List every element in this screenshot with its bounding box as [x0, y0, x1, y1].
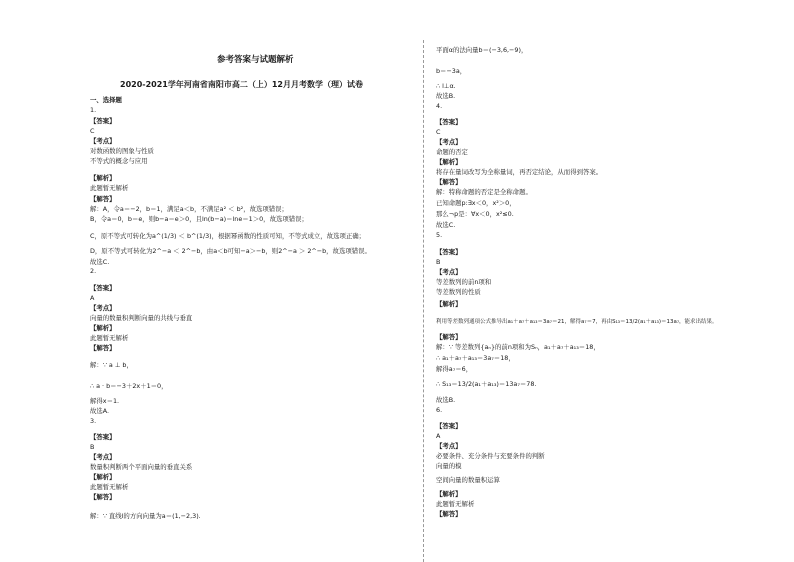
answer-tag: 【答案】 — [90, 117, 116, 125]
analysis-text: 此题暂无解析 — [90, 184, 129, 192]
knowledge-point: 空间向量的数量积运算 — [436, 476, 500, 484]
solution-line: b＝−3a， — [436, 67, 467, 75]
answer-value: A — [90, 294, 95, 302]
column-divider — [423, 40, 424, 562]
answer-value: C — [436, 128, 441, 136]
answer-value: A — [436, 432, 441, 440]
conclusion: 故选C. — [436, 221, 456, 229]
conclusion: 故选B. — [436, 92, 456, 100]
answer-tag: 【答案】 — [90, 433, 116, 441]
knowledge-tag: 【考点】 — [436, 442, 462, 450]
solution-line: 解：特称命题的否定是全称命题。 — [436, 188, 532, 196]
knowledge-point: 必要条件、充分条件与充要条件的判断 — [436, 452, 545, 460]
question-number: 2. — [90, 267, 97, 275]
answer-tag: 【答案】 — [90, 284, 116, 292]
solution-tag: 【解答】 — [90, 344, 116, 352]
solution-line: ∴ l⊥α. — [436, 82, 456, 90]
solution-line: 已知命题p:∃x＜0，x²＞0， — [436, 199, 516, 207]
conclusion: 故选A. — [90, 407, 110, 415]
solution-tag: 【解答】 — [90, 195, 116, 203]
answer-value: C — [90, 127, 95, 135]
solution-tag: 【解答】 — [436, 178, 462, 186]
analysis-tag: 【解析】 — [90, 174, 116, 182]
solution-tag: 【解答】 — [90, 493, 116, 501]
analysis-text: 利用等差数列通项公式推导出a₁＋a₇＋a₁₃＝3a₇＝21，解得a₇＝7，再由S₁₃＝13/2(a₁＋a₁₃)＝13a₇，能求出结果。 — [436, 319, 718, 325]
conclusion: 故选C. — [90, 258, 110, 266]
question-number: 4. — [436, 102, 443, 110]
question-number: 3. — [90, 417, 97, 425]
analysis-tag: 【解析】 — [90, 473, 116, 481]
answer-value: B — [90, 443, 95, 451]
analysis-text: 此题暂无解析 — [436, 500, 475, 508]
solution-line: 解：∵ 直线l的方向向量为a＝(1,−2,3). — [90, 512, 201, 520]
analysis-tag: 【解析】 — [436, 300, 462, 308]
knowledge-point: 等差数列的前n项和 — [436, 278, 492, 286]
knowledge-point: 命题的否定 — [436, 148, 468, 156]
section-heading: 一、选择题 — [90, 96, 122, 104]
question-number: 5. — [436, 231, 443, 239]
knowledge-point: 对数函数的图象与性质 — [90, 147, 154, 155]
document-subtitle: 2020-2021学年河南省南阳市高二（上）12月月考数学（理）试卷 — [120, 80, 363, 89]
analysis-text: 此题暂无解析 — [90, 483, 129, 491]
solution-line: 解：∵ 等差数列{aₙ}的前n项和为Sₙ，a₁＋a₇＋a₁₃＝18， — [436, 343, 600, 351]
solution-line: 解：A，令a＝−2，b＝1，满足a＜b，不满足a² ＜ b²，故选项错误； — [90, 205, 288, 213]
conclusion: 故选B. — [436, 396, 456, 404]
answer-tag: 【答案】 — [436, 422, 462, 430]
solution-line: D，原不等式可转化为2^−a ＜ 2^−b，由a＜b可知−a＞−b，则2^−a ＞ 2^−b，故选项错误。 — [90, 247, 371, 255]
solution-line: 平面α的法向量b＝(−3,6,−9)， — [436, 46, 528, 54]
answer-tag: 【答案】 — [436, 248, 462, 256]
answer-tag: 【答案】 — [436, 118, 462, 126]
solution-line: B，令a＝0，b＝e，则b−a＝e＞0，且ln(b−a)＝lne＝1＞0，故选项错误； — [90, 215, 308, 223]
knowledge-tag: 【考点】 — [90, 304, 116, 312]
question-number: 6. — [436, 406, 443, 414]
solution-line: ∴ a₁＋a₇＋a₁₃＝3a₇＝18， — [436, 354, 515, 362]
analysis-tag: 【解析】 — [436, 158, 462, 166]
analysis-text: 此题暂无解析 — [90, 334, 129, 342]
solution-line: C，原不等式可转化为a^(1/3) ＜ b^(1/3)，根据幂函数的性质可知，不等式成立，故选项正确； — [90, 232, 366, 240]
knowledge-tag: 【考点】 — [436, 138, 462, 146]
solution-line: ∴ a · b＝−3＋2x＋1＝0， — [90, 382, 168, 390]
knowledge-point: 等差数列的性质 — [436, 288, 481, 296]
knowledge-point: 向量的模 — [436, 462, 462, 470]
solution-tag: 【解答】 — [436, 510, 462, 518]
analysis-text: 将存在量词改写为全称量词，再否定结论，从而得到答案。 — [436, 168, 603, 176]
knowledge-tag: 【考点】 — [436, 268, 462, 276]
document-title: 参考答案与试题解析 — [217, 55, 294, 65]
solution-line: ∴ S₁₃＝13/2(a₁＋a₁₃)＝13a₇＝78. — [436, 380, 537, 388]
solution-line: 解：∵ a ⊥ b， — [90, 361, 133, 369]
knowledge-point: 数量积判断两个平面向量的垂直关系 — [90, 463, 193, 471]
analysis-tag: 【解析】 — [436, 490, 462, 498]
analysis-tag: 【解析】 — [90, 324, 116, 332]
knowledge-point: 不等式的概念与应用 — [90, 157, 148, 165]
knowledge-point: 向量的数量积判断向量的共线与垂直 — [90, 314, 193, 322]
solution-line: 解得x＝1. — [90, 397, 120, 405]
question-number: 1. — [90, 106, 97, 114]
solution-tag: 【解答】 — [436, 333, 462, 341]
answer-value: B — [436, 258, 441, 266]
knowledge-tag: 【考点】 — [90, 453, 116, 461]
solution-line: 解得a₇＝6， — [436, 365, 473, 373]
knowledge-tag: 【考点】 — [90, 137, 116, 145]
solution-line: 那么¬p是：∀x＜0，x²≤0. — [436, 210, 514, 218]
